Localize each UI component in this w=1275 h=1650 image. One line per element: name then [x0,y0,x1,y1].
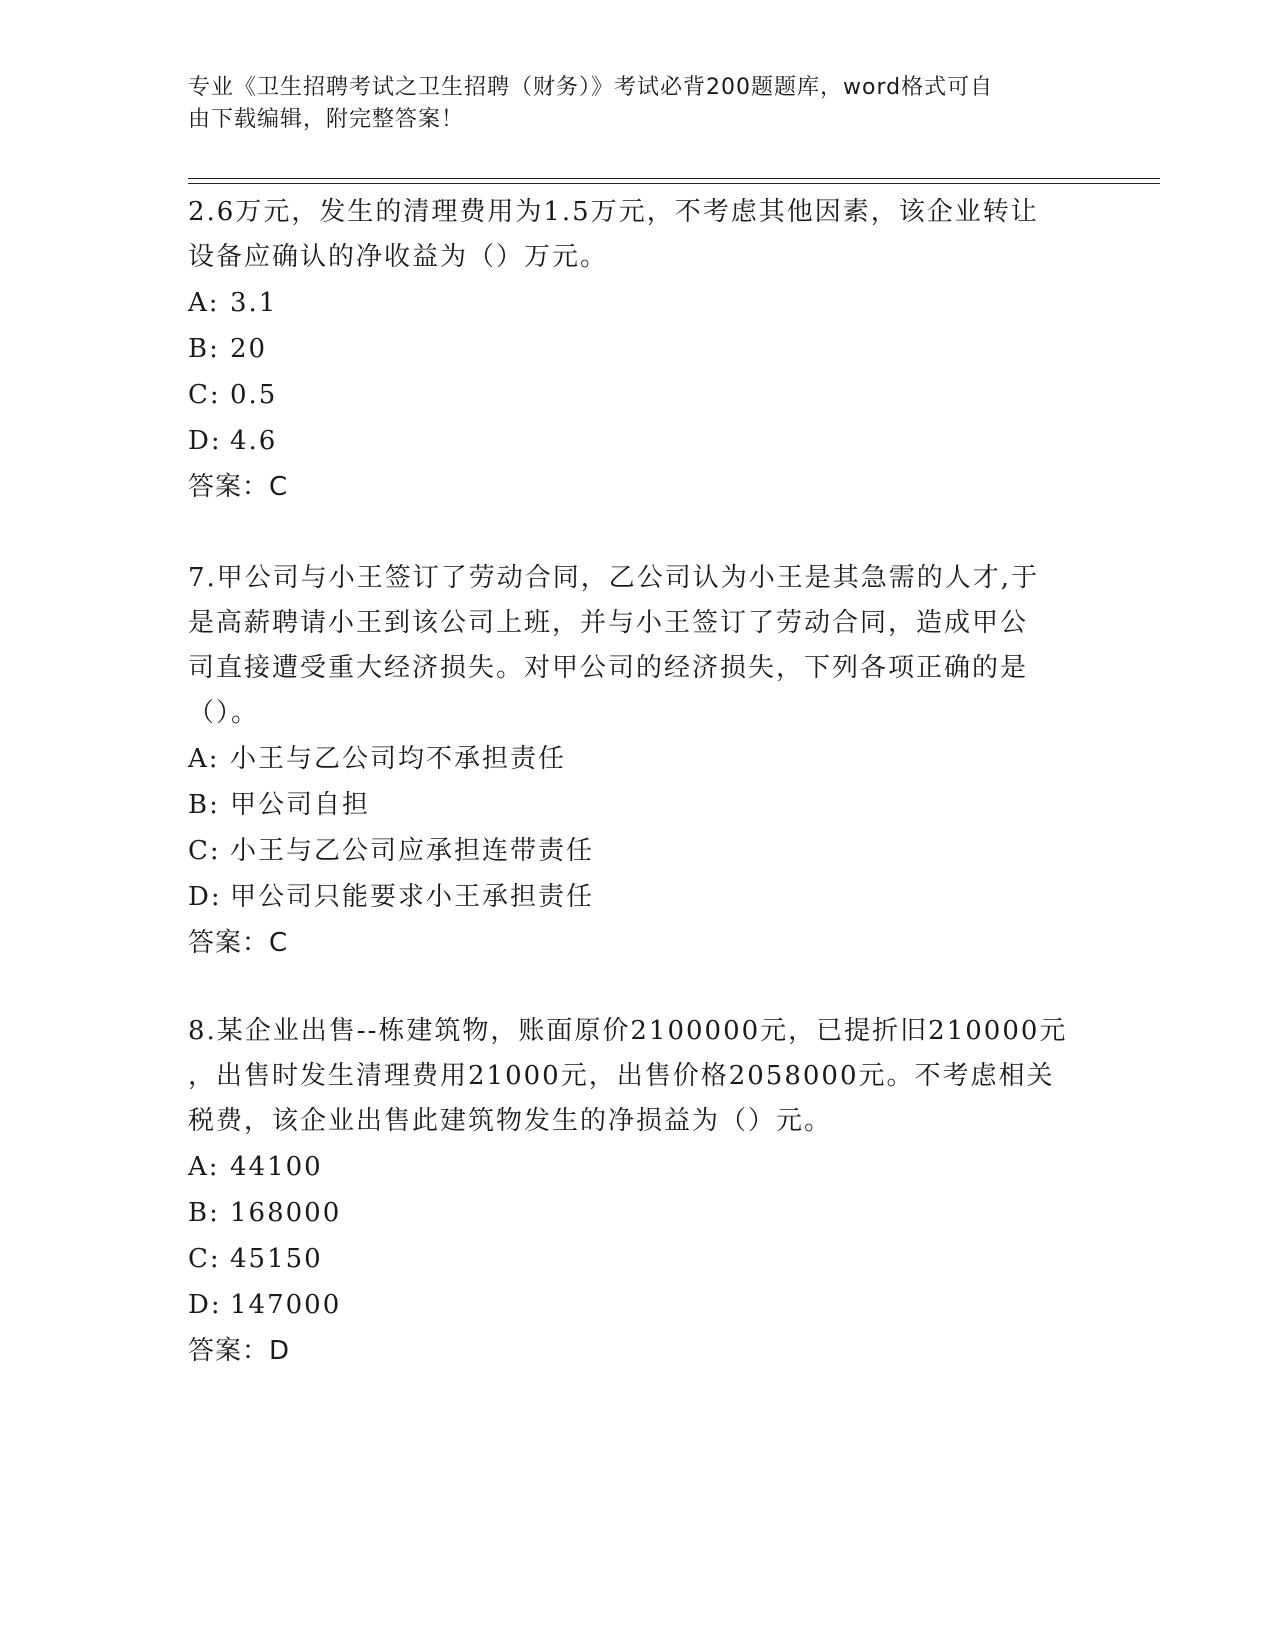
option-letter: B: [188,334,220,364]
option-d [188,1282,1088,1328]
stem-line: 7.甲公司与小王签订了劳动合同，乙公司认为小王是其急需的人才,于 [188,563,1040,593]
option-c [188,828,1088,874]
option-text: 44100 [230,1152,323,1182]
option-letter: A: [188,288,220,318]
question-block [188,190,1088,510]
document-header [188,72,1068,136]
option-text: 147000 [230,1290,342,1320]
stem-line: ，出售时发生清理费用21000元，出售价格2058000元。不考虑相关 [188,1061,1055,1091]
option-a [188,1144,1088,1190]
option-d [188,874,1088,920]
stem-line: （）。 [188,698,260,728]
option-letter: C: [188,836,221,866]
answer-line: 答案：D [188,1336,291,1366]
header-divider-top [188,178,1160,179]
option-d [188,418,1088,464]
question-stem [188,190,1088,280]
option-text: 甲公司自担 [230,790,371,820]
option-letter: A: [188,744,220,774]
option-text: 小王与乙公司均不承担责任 [230,744,567,774]
option-a [188,280,1088,326]
option-text: 3.1 [230,288,278,318]
stem-line: 税费，该企业出售此建筑物发生的净损益为（）元。 [188,1106,833,1136]
stem-line: 司直接遭受重大经济损失。对甲公司的经济损失，下列各项正确的是 [188,653,1029,683]
option-text: 甲公司只能要求小王承担责任 [230,882,595,912]
question-block [188,556,1088,966]
option-text: 45150 [230,1244,323,1274]
header-divider-bottom [188,183,1160,184]
option-letter: D: [188,882,222,912]
option-letter: C: [188,1244,221,1274]
option-letter: D: [188,426,222,456]
header-line-1: 专业《卫生招聘考试之卫生招聘（财务）》考试必背200题题库，word格式可自 [188,75,994,100]
option-text: 0.5 [230,380,278,410]
option-text: 20 [230,334,268,364]
answer-line: 答案：C [188,928,289,958]
option-letter: C: [188,380,221,410]
stem-line: 设备应确认的净收益为（）万元。 [188,242,609,272]
question-stem [188,556,1088,736]
option-c [188,1236,1088,1282]
option-b [188,782,1088,828]
option-text: 小王与乙公司应承担连带责任 [230,836,595,866]
option-letter: B: [188,1198,220,1228]
option-text: 4.6 [230,426,278,456]
option-c [188,372,1088,418]
option-letter: D: [188,1290,222,1320]
stem-line: 是高薪聘请小王到该公司上班，并与小王签订了劳动合同，造成甲公 [188,608,1029,638]
answer-line: 答案：C [188,472,289,502]
option-b [188,1190,1088,1236]
stem-line: 2.6万元，发生的清理费用为1.5万元，不考虑其他因素，该企业转让 [188,197,1039,227]
option-letter: A: [188,1152,220,1182]
option-text: 168000 [230,1198,342,1228]
question-block [188,1009,1088,1374]
option-a [188,736,1088,782]
stem-line: 8.某企业出售--栋建筑物，账面原价2100000元，已提折旧210000元 [188,1016,1068,1046]
question-stem [188,1009,1088,1144]
header-line-2: 由下载编辑，附完整答案！ [188,107,465,132]
option-letter: B: [188,790,220,820]
option-b [188,326,1088,372]
